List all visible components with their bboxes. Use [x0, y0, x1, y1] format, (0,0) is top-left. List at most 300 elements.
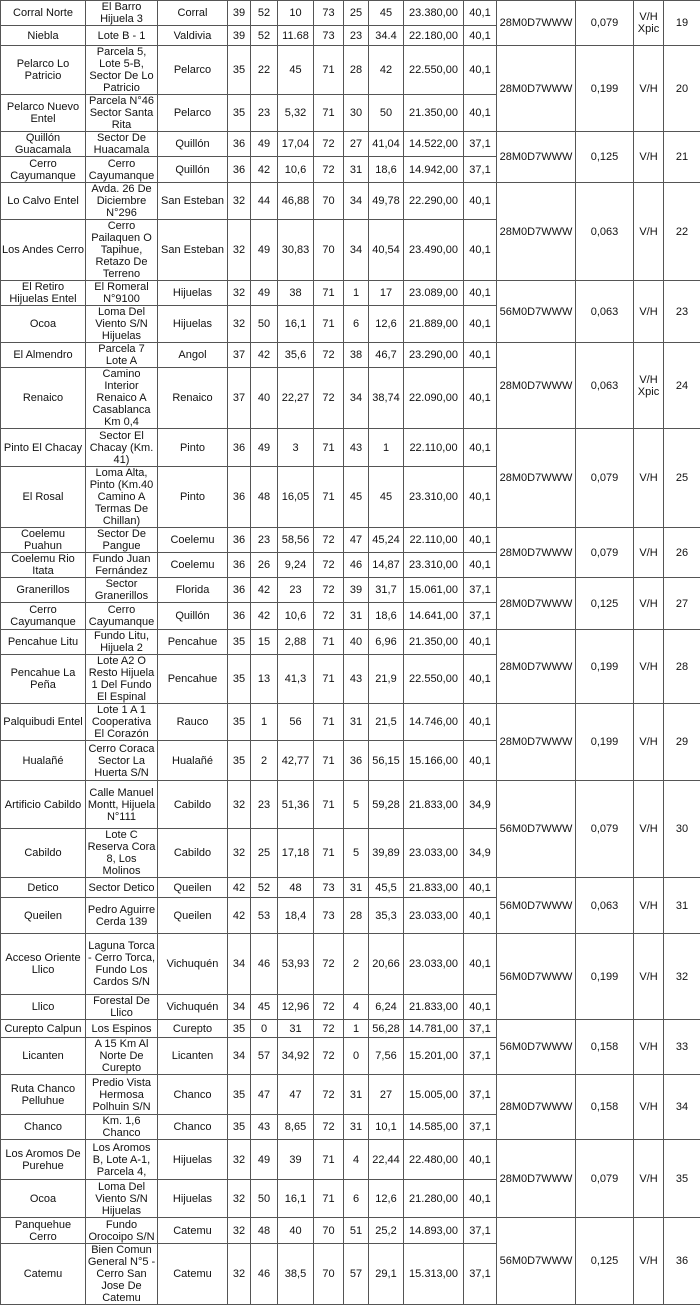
bandwidth-cell: 37,1 [464, 578, 497, 603]
lon-sec-cell: 17 [369, 281, 404, 306]
address-cell: Camino Interior Renaico A Casablanca Km 0,4 [86, 368, 158, 429]
bandwidth-cell: 40,1 [464, 220, 497, 281]
group-number-cell: 30 [664, 781, 700, 878]
lat-deg-cell: 36 [228, 467, 251, 528]
station-name-cell: El Almendro [1, 343, 86, 368]
station-name-cell: Hualañé [1, 741, 86, 781]
lat-deg-cell: 32 [228, 281, 251, 306]
lon-sec-cell: 45,5 [369, 878, 404, 898]
lon-min-cell: 36 [344, 741, 369, 781]
lat-min-cell: 53 [251, 898, 278, 934]
lat-sec-cell: 16,05 [278, 467, 314, 528]
address-cell: Cerro Pailaquen O Tapihue, Retazo De Terreno [86, 220, 158, 281]
lat-deg-cell: 35 [228, 704, 251, 741]
lat-deg-cell: 36 [228, 603, 251, 630]
group-number-cell: 24 [664, 343, 700, 429]
lat-deg-cell: 32 [228, 781, 251, 829]
power-cell: 0,063 [576, 343, 634, 429]
frequency-cell: 23.033,00 [404, 934, 464, 995]
power-cell: 0,079 [576, 1140, 634, 1218]
commune-cell: Cabildo [158, 781, 228, 829]
commune-cell: Hijuelas [158, 281, 228, 306]
station-name-cell: Ocoa [1, 306, 86, 343]
bandwidth-cell: 40,1 [464, 655, 497, 704]
lon-min-cell: 6 [344, 1180, 369, 1218]
frequency-cell: 22.480,00 [404, 1140, 464, 1180]
lat-sec-cell: 17,18 [278, 829, 314, 878]
table-row [1, 781, 700, 829]
lat-sec-cell: 10 [278, 1, 314, 26]
table-row [1, 630, 700, 655]
lat-deg-cell: 34 [228, 995, 251, 1020]
lon-sec-cell: 10,1 [369, 1115, 404, 1140]
group-number-cell: 36 [664, 1218, 700, 1305]
polarization-cell: V/H [634, 934, 664, 1020]
address-cell: Fundo Orocoipo S/N [86, 1218, 158, 1244]
bandwidth-cell: 40,1 [464, 553, 497, 578]
lon-deg-cell: 73 [314, 878, 344, 898]
station-name-cell: Coelemu Rio Itata [1, 553, 86, 578]
frequency-cell: 22.110,00 [404, 528, 464, 553]
emission-designation-cell: 28M0D7WWW [497, 1140, 576, 1218]
lat-min-cell: 48 [251, 1218, 278, 1244]
lon-sec-cell: 35,3 [369, 898, 404, 934]
polarization-cell: V/H [634, 1140, 664, 1218]
power-cell: 0,125 [576, 578, 634, 630]
lat-min-cell: 57 [251, 1038, 278, 1075]
lon-min-cell: 34 [344, 183, 369, 220]
lon-sec-cell: 21,9 [369, 655, 404, 704]
lon-min-cell: 31 [344, 704, 369, 741]
lon-deg-cell: 71 [314, 655, 344, 704]
station-name-cell: Niebla [1, 26, 86, 46]
station-name-cell: Los Andes Cerro [1, 220, 86, 281]
lat-deg-cell: 34 [228, 934, 251, 995]
bandwidth-cell: 37,1 [464, 1038, 497, 1075]
address-cell: Pedro Aguirre Cerda 139 [86, 898, 158, 934]
group-number-cell: 22 [664, 183, 700, 281]
station-name-cell: Detico [1, 878, 86, 898]
lat-deg-cell: 35 [228, 1020, 251, 1038]
lat-sec-cell: 18,4 [278, 898, 314, 934]
power-cell: 0,079 [576, 528, 634, 578]
lon-sec-cell: 42 [369, 46, 404, 95]
address-cell: Bien Comun General N°5 - Cerro San Jose De Catemu [86, 1244, 158, 1305]
station-name-cell: Pencahue Litu [1, 630, 86, 655]
lat-deg-cell: 36 [228, 429, 251, 467]
frequency-cell: 15.005,00 [404, 1075, 464, 1115]
address-cell: Fundo Litu, Hijuela 2 [86, 630, 158, 655]
lat-min-cell: 25 [251, 829, 278, 878]
lat-sec-cell: 31 [278, 1020, 314, 1038]
bandwidth-cell: 37,1 [464, 157, 497, 183]
lat-min-cell: 45 [251, 995, 278, 1020]
lon-sec-cell: 38,74 [369, 368, 404, 429]
address-cell: Fundo Juan Fernández [86, 553, 158, 578]
station-name-cell: Cerro Cayumanque [1, 603, 86, 630]
station-name-cell: El Retiro Hijuelas Entel [1, 281, 86, 306]
lon-min-cell: 31 [344, 1115, 369, 1140]
commune-cell: Hijuelas [158, 306, 228, 343]
station-name-cell: Cabildo [1, 829, 86, 878]
commune-cell: Quillón [158, 132, 228, 157]
lon-deg-cell: 71 [314, 281, 344, 306]
frequency-cell: 15.313,00 [404, 1244, 464, 1305]
bandwidth-cell: 40,1 [464, 934, 497, 995]
station-name-cell: Quillón Guacamala [1, 132, 86, 157]
commune-cell: Quillón [158, 157, 228, 183]
lon-deg-cell: 72 [314, 343, 344, 368]
station-name-cell: Corral Norte [1, 1, 86, 26]
lat-sec-cell: 12,96 [278, 995, 314, 1020]
address-cell: Sector El Chacay (Km. 41) [86, 429, 158, 467]
lat-deg-cell: 36 [228, 132, 251, 157]
frequency-cell: 21.833,00 [404, 878, 464, 898]
commune-cell: Corral [158, 1, 228, 26]
emission-designation-cell: 28M0D7WWW [497, 343, 576, 429]
lon-sec-cell: 12,6 [369, 1180, 404, 1218]
lat-min-cell: 46 [251, 934, 278, 995]
lon-min-cell: 51 [344, 1218, 369, 1244]
polarization-cell: V/H [634, 878, 664, 934]
lat-min-cell: 2 [251, 741, 278, 781]
address-cell: Los Aromos B, Lote A-1, Parcela 4, [86, 1140, 158, 1180]
lon-sec-cell: 39,89 [369, 829, 404, 878]
power-cell: 0,063 [576, 281, 634, 343]
lon-sec-cell: 6,24 [369, 995, 404, 1020]
lat-sec-cell: 8,65 [278, 1115, 314, 1140]
lon-deg-cell: 71 [314, 306, 344, 343]
emission-designation-cell: 28M0D7WWW [497, 183, 576, 281]
bandwidth-cell: 40,1 [464, 741, 497, 781]
lat-min-cell: 43 [251, 1115, 278, 1140]
address-cell: Avda. 26 De Diciembre N°296 [86, 183, 158, 220]
lat-min-cell: 52 [251, 26, 278, 46]
lon-min-cell: 5 [344, 829, 369, 878]
address-cell: Loma Del Viento S/N Hijuelas [86, 1180, 158, 1218]
lon-sec-cell: 22,44 [369, 1140, 404, 1180]
bandwidth-cell: 40,1 [464, 630, 497, 655]
table-row [1, 1020, 700, 1038]
lat-sec-cell: 40 [278, 1218, 314, 1244]
lon-sec-cell: 18,6 [369, 603, 404, 630]
group-number-cell: 21 [664, 132, 700, 183]
lon-sec-cell: 49,78 [369, 183, 404, 220]
station-name-cell: Artificio Cabildo [1, 781, 86, 829]
group-number-cell: 19 [664, 1, 700, 46]
emission-designation-cell: 28M0D7WWW [497, 578, 576, 630]
bandwidth-cell: 40,1 [464, 183, 497, 220]
bandwidth-cell: 40,1 [464, 26, 497, 46]
polarization-cell: V/H Xpic [634, 1, 664, 46]
lon-deg-cell: 71 [314, 781, 344, 829]
commune-cell: Licanten [158, 1038, 228, 1075]
lat-deg-cell: 32 [228, 1140, 251, 1180]
group-number-cell: 27 [664, 578, 700, 630]
lon-min-cell: 45 [344, 467, 369, 528]
station-name-cell: Ruta Chanco Pelluhue [1, 1075, 86, 1115]
lat-sec-cell: 38,5 [278, 1244, 314, 1305]
station-name-cell: Granerillos [1, 578, 86, 603]
station-name-cell: Queilen [1, 898, 86, 934]
frequency-cell: 21.833,00 [404, 781, 464, 829]
emission-designation-cell: 56M0D7WWW [497, 1218, 576, 1305]
commune-cell: Curepto [158, 1020, 228, 1038]
commune-cell: Florida [158, 578, 228, 603]
lon-min-cell: 31 [344, 878, 369, 898]
polarization-cell: V/H [634, 528, 664, 578]
polarization-cell: V/H [634, 132, 664, 183]
commune-cell: Angol [158, 343, 228, 368]
lon-min-cell: 25 [344, 1, 369, 26]
frequency-cell: 14.522,00 [404, 132, 464, 157]
table-row [1, 343, 700, 368]
address-cell: Cerro Cayumanque [86, 603, 158, 630]
station-name-cell: Llico [1, 995, 86, 1020]
lon-deg-cell: 70 [314, 220, 344, 281]
lon-sec-cell: 41,04 [369, 132, 404, 157]
bandwidth-cell: 40,1 [464, 306, 497, 343]
bandwidth-cell: 34,9 [464, 829, 497, 878]
lon-deg-cell: 72 [314, 157, 344, 183]
group-number-cell: 26 [664, 528, 700, 578]
power-cell: 0,199 [576, 630, 634, 704]
lon-min-cell: 34 [344, 368, 369, 429]
emission-designation-cell: 28M0D7WWW [497, 429, 576, 528]
table-row [1, 1075, 700, 1115]
commune-cell: Pinto [158, 467, 228, 528]
frequency-cell: 14.746,00 [404, 704, 464, 741]
lat-min-cell: 52 [251, 1, 278, 26]
address-cell: Lote B - 1 [86, 26, 158, 46]
lat-min-cell: 48 [251, 467, 278, 528]
table-row [1, 1, 700, 26]
lat-sec-cell: 58,56 [278, 528, 314, 553]
lat-sec-cell: 56 [278, 704, 314, 741]
polarization-cell: V/H Xpic [634, 343, 664, 429]
lon-deg-cell: 71 [314, 829, 344, 878]
bandwidth-cell: 37,1 [464, 132, 497, 157]
frequency-cell: 14.585,00 [404, 1115, 464, 1140]
lon-min-cell: 1 [344, 1020, 369, 1038]
lon-sec-cell: 50 [369, 95, 404, 132]
lat-min-cell: 44 [251, 183, 278, 220]
bandwidth-cell: 34,9 [464, 781, 497, 829]
station-name-cell: Pelarco Lo Patricio [1, 46, 86, 95]
emission-designation-cell: 28M0D7WWW [497, 132, 576, 183]
lon-deg-cell: 71 [314, 704, 344, 741]
lat-deg-cell: 36 [228, 157, 251, 183]
commune-cell: Pelarco [158, 95, 228, 132]
address-cell: A 15 Km Al Norte De Curepto [86, 1038, 158, 1075]
station-name-cell: Pelarco Nuevo Entel [1, 95, 86, 132]
lat-min-cell: 49 [251, 132, 278, 157]
lat-sec-cell: 48 [278, 878, 314, 898]
frequency-cell: 15.061,00 [404, 578, 464, 603]
emission-designation-cell: 28M0D7WWW [497, 46, 576, 132]
lon-min-cell: 43 [344, 429, 369, 467]
lat-min-cell: 50 [251, 306, 278, 343]
lat-sec-cell: 39 [278, 1140, 314, 1180]
lon-sec-cell: 1 [369, 429, 404, 467]
bandwidth-cell: 40,1 [464, 995, 497, 1020]
lat-sec-cell: 47 [278, 1075, 314, 1115]
lon-deg-cell: 72 [314, 603, 344, 630]
table-row [1, 429, 700, 467]
lat-sec-cell: 34,92 [278, 1038, 314, 1075]
bandwidth-cell: 40,1 [464, 1140, 497, 1180]
commune-cell: Renaico [158, 368, 228, 429]
lon-deg-cell: 72 [314, 1020, 344, 1038]
lon-deg-cell: 73 [314, 26, 344, 46]
bandwidth-cell: 40,1 [464, 1180, 497, 1218]
commune-cell: Hijuelas [158, 1140, 228, 1180]
lat-min-cell: 42 [251, 603, 278, 630]
power-cell: 0,158 [576, 1020, 634, 1075]
polarization-cell: V/H [634, 578, 664, 630]
station-name-cell: Panquehue Cerro [1, 1218, 86, 1244]
lon-min-cell: 47 [344, 528, 369, 553]
lon-deg-cell: 72 [314, 368, 344, 429]
lat-sec-cell: 35,6 [278, 343, 314, 368]
lat-sec-cell: 17,04 [278, 132, 314, 157]
lon-sec-cell: 20,66 [369, 934, 404, 995]
lat-min-cell: 23 [251, 528, 278, 553]
lat-min-cell: 52 [251, 878, 278, 898]
lat-deg-cell: 36 [228, 578, 251, 603]
frequency-cell: 14.641,00 [404, 603, 464, 630]
lon-deg-cell: 71 [314, 429, 344, 467]
lon-deg-cell: 71 [314, 630, 344, 655]
lat-deg-cell: 37 [228, 368, 251, 429]
power-cell: 0,079 [576, 781, 634, 878]
frequency-cell: 15.201,00 [404, 1038, 464, 1075]
lon-sec-cell: 59,28 [369, 781, 404, 829]
lat-min-cell: 42 [251, 157, 278, 183]
lon-deg-cell: 70 [314, 1244, 344, 1305]
lat-sec-cell: 9,24 [278, 553, 314, 578]
commune-cell: San Esteban [158, 220, 228, 281]
lon-min-cell: 4 [344, 1140, 369, 1180]
power-cell: 0,125 [576, 132, 634, 183]
lon-deg-cell: 72 [314, 934, 344, 995]
emission-designation-cell: 56M0D7WWW [497, 878, 576, 934]
address-cell: Lote C Reserva Cora 8, Los Molinos [86, 829, 158, 878]
emission-designation-cell: 56M0D7WWW [497, 934, 576, 1020]
commune-cell: Pencahue [158, 630, 228, 655]
lat-min-cell: 23 [251, 95, 278, 132]
station-name-cell: Renaico [1, 368, 86, 429]
lat-min-cell: 50 [251, 1180, 278, 1218]
station-name-cell: Cerro Cayumanque [1, 157, 86, 183]
lon-deg-cell: 70 [314, 183, 344, 220]
lat-min-cell: 0 [251, 1020, 278, 1038]
frequency-cell: 23.089,00 [404, 281, 464, 306]
station-name-cell: Chanco [1, 1115, 86, 1140]
group-number-cell: 23 [664, 281, 700, 343]
bandwidth-cell: 40,1 [464, 1, 497, 26]
lon-deg-cell: 72 [314, 553, 344, 578]
emission-designation-cell: 56M0D7WWW [497, 781, 576, 878]
lat-sec-cell: 5,32 [278, 95, 314, 132]
lon-min-cell: 2 [344, 934, 369, 995]
polarization-cell: V/H [634, 1075, 664, 1140]
frequency-cell: 22.110,00 [404, 429, 464, 467]
power-cell: 0,158 [576, 1075, 634, 1140]
lon-deg-cell: 70 [314, 1218, 344, 1244]
station-name-cell: Pencahue La Peña [1, 655, 86, 704]
lon-deg-cell: 72 [314, 1038, 344, 1075]
lon-min-cell: 40 [344, 630, 369, 655]
polarization-cell: V/H [634, 1020, 664, 1075]
frequency-cell: 23.310,00 [404, 467, 464, 528]
table-row [1, 934, 700, 995]
bandwidth-cell: 40,1 [464, 528, 497, 553]
lat-sec-cell: 22,27 [278, 368, 314, 429]
lat-deg-cell: 39 [228, 1, 251, 26]
lat-deg-cell: 36 [228, 553, 251, 578]
commune-cell: Chanco [158, 1075, 228, 1115]
lon-sec-cell: 45 [369, 1, 404, 26]
lon-deg-cell: 71 [314, 1140, 344, 1180]
table-row [1, 528, 700, 553]
commune-cell: Valdivia [158, 26, 228, 46]
lon-min-cell: 30 [344, 95, 369, 132]
group-number-cell: 28 [664, 630, 700, 704]
commune-cell: Pinto [158, 429, 228, 467]
power-cell: 0,063 [576, 878, 634, 934]
address-cell: Loma Alta, Pinto (Km.40 Camino A Termas De Chillan) [86, 467, 158, 528]
frequency-cell: 21.889,00 [404, 306, 464, 343]
address-cell: Parcela N°46 Sector Santa Rita [86, 95, 158, 132]
commune-cell: Catemu [158, 1244, 228, 1305]
table-row [1, 183, 700, 220]
frequency-cell: 21.280,00 [404, 1180, 464, 1218]
address-cell: Lote A2 O Resto Hijuela 1 Del Fundo El Espinal [86, 655, 158, 704]
bandwidth-cell: 40,1 [464, 46, 497, 95]
lon-deg-cell: 71 [314, 741, 344, 781]
lat-min-cell: 49 [251, 281, 278, 306]
lon-deg-cell: 72 [314, 1075, 344, 1115]
polarization-cell: V/H [634, 183, 664, 281]
bandwidth-cell: 37,1 [464, 1244, 497, 1305]
lat-deg-cell: 36 [228, 528, 251, 553]
lat-min-cell: 13 [251, 655, 278, 704]
power-cell: 0,079 [576, 1, 634, 46]
lat-deg-cell: 42 [228, 878, 251, 898]
frequency-cell: 14.942,00 [404, 157, 464, 183]
frequency-cell: 15.166,00 [404, 741, 464, 781]
lon-sec-cell: 27 [369, 1075, 404, 1115]
commune-cell: Queilen [158, 878, 228, 898]
lon-min-cell: 28 [344, 46, 369, 95]
power-cell: 0,199 [576, 46, 634, 132]
lon-deg-cell: 72 [314, 578, 344, 603]
address-cell: Sector De Pangue [86, 528, 158, 553]
polarization-cell: V/H [634, 429, 664, 528]
power-cell: 0,079 [576, 429, 634, 528]
lat-min-cell: 26 [251, 553, 278, 578]
station-name-cell: Catemu [1, 1244, 86, 1305]
lon-deg-cell: 72 [314, 528, 344, 553]
commune-cell: Cabildo [158, 829, 228, 878]
lat-min-cell: 15 [251, 630, 278, 655]
frequency-cell: 23.033,00 [404, 829, 464, 878]
frequency-cell: 22.290,00 [404, 183, 464, 220]
group-number-cell: 35 [664, 1140, 700, 1218]
lat-deg-cell: 35 [228, 95, 251, 132]
lat-deg-cell: 32 [228, 1180, 251, 1218]
